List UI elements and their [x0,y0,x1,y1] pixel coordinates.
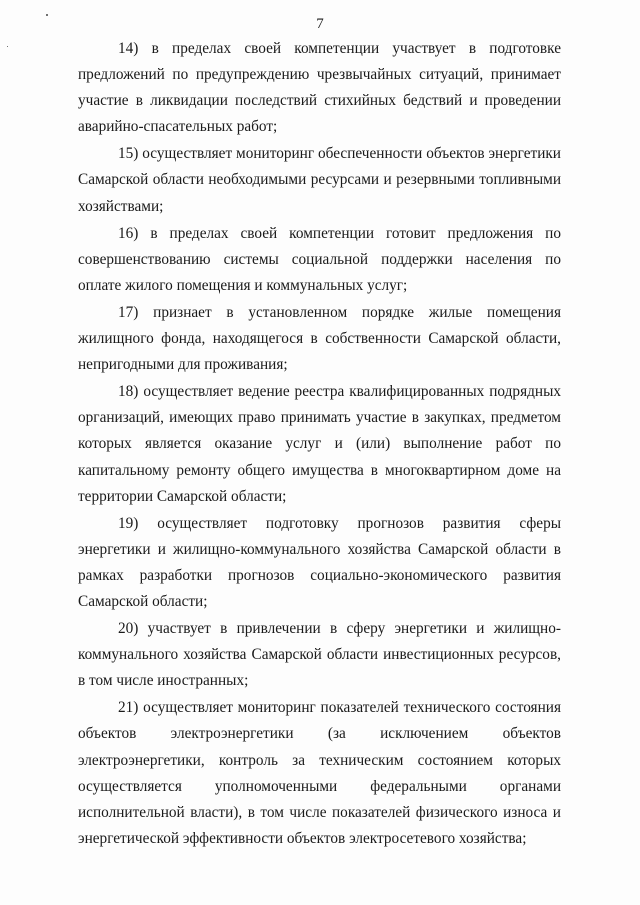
document-body [78,36,561,853]
paragraph-item-17: 17) признает в установленном порядке жилые помещения жилищного фонда, находящегося в собственности Самарской области, непригодными для проживания; [78,303,561,374]
paragraph-item-19: 19) осуществляет подготовку прогнозов развития сферы энергетики и жилищно-коммунального хозяйства Самарской области в рамках разработки прогнозов социально-экономического развития Самарской области; [78,514,561,610]
paragraph-item-16: 16) в пределах своей компетенции готовит предложения по совершенствованию системы социальной поддержки населения по оплате жилого помещения и коммунальных услуг; [78,224,561,294]
paragraph-item-15: 15) осуществляет мониторинг обеспеченности объектов энергетики Самарской области необходимыми ресурсами и резервными топливными хозяйствами; [78,145,561,215]
paragraph-item-14: 14) в пределах своей компетенции участвует в подготовке предложений по предупреждению чрезвычайных ситуаций, принимает участие в ликвидации последствий стихийных бедствий и проведении аварийно-спасательных работ; [78,40,561,136]
paragraph-item-18: 18) осуществляет ведение реестра квалифицированных подрядных организаций, имеющих право принимать участие в закупках, предметом которых является оказание услуг и (или) выполнение работ по капитальному ремонту общего имущества в многоквартирном доме на территории Самарской области; [78,383,561,505]
scan-speck [7,46,8,47]
paragraph-item-20: 20) участвует в привлечении в сферу энергетики и жилищно-коммунального хозяйства Самарской области инвестиционных ресурсов, в том числе иностранных; [78,620,561,690]
paragraph-item-21: 21) осуществляет мониторинг показателей технического состояния объектов электроэнергетики (за исключением объектов электроэнергетики, контроль за техническим состоянием которых осуществляется уполномоченными федеральными органами исполнительной власти), в том числе показателей физического износа и энергетической эффективности объектов электросетевого хозяйства; [78,699,561,847]
page-number: 7 [316,16,324,32]
